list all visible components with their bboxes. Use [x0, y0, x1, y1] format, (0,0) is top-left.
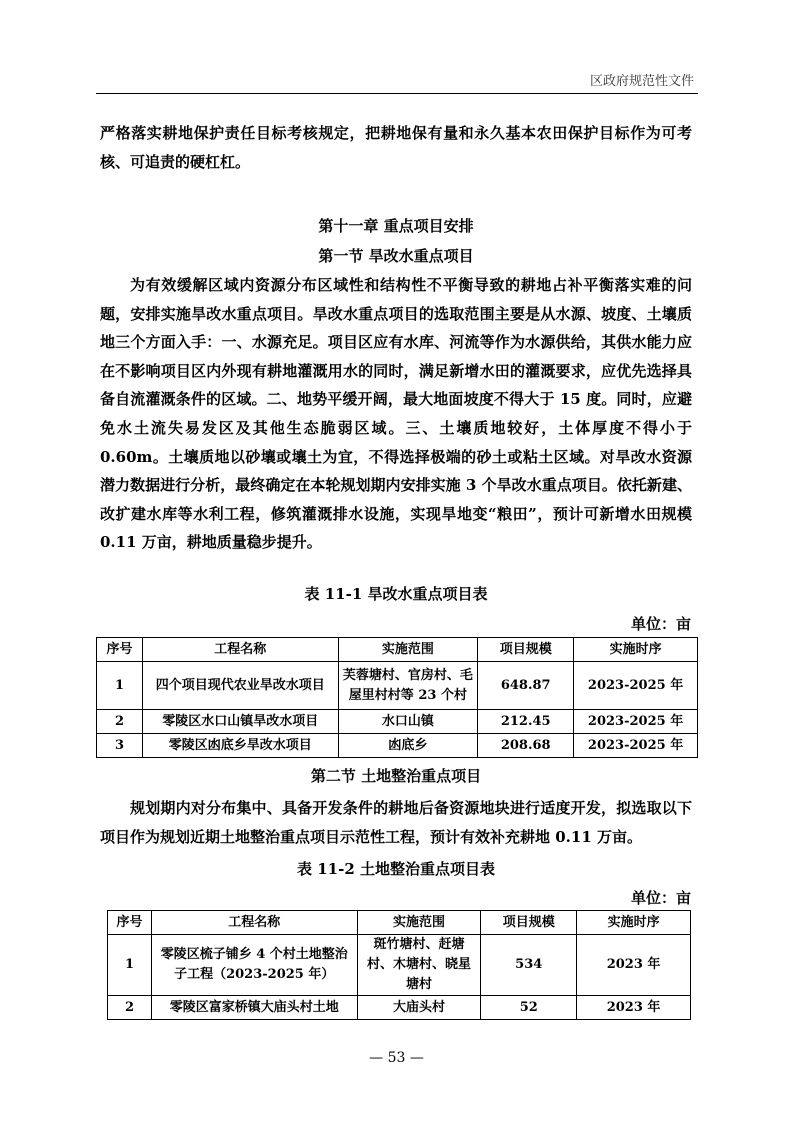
- table-11-1: [96, 637, 698, 758]
- cell-no: 2: [97, 710, 143, 734]
- section2-title: 第二节 土地整治重点项目: [310, 767, 482, 785]
- header-scope: 实施范围: [338, 638, 478, 662]
- cell-period: 2023-2025 年: [574, 662, 698, 710]
- page-header: [96, 68, 698, 94]
- table-header-row: [97, 638, 698, 662]
- table-header-row: [108, 911, 691, 935]
- header-text: 区政府规范性文件: [589, 74, 694, 89]
- section2-paragraph: 规划期内对分布集中、具备开发条件的耕地后备资源地块进行适度开发，拟选取以下项目作为规划近期土地整治重点项目示范性工程，预计有效补充耕地 0.11 万亩。: [100, 799, 692, 846]
- cell-no: 1: [97, 662, 143, 710]
- table1-title: 表 11-1 旱改水重点项目表: [304, 585, 488, 603]
- header-scale: 项目规模: [481, 911, 577, 935]
- cell-scale: 208.68: [478, 734, 574, 758]
- cell-scale: 52: [481, 996, 577, 1020]
- cell-scope: 水口山镇: [338, 710, 478, 734]
- header-scale: 项目规模: [478, 638, 574, 662]
- header-name: 工程名称: [151, 911, 357, 935]
- table-row: [108, 935, 691, 996]
- section1-title: 第一节 旱改水重点项目: [318, 247, 474, 265]
- cell-name: 零陵区水口山镇旱改水项目: [142, 710, 338, 734]
- header-period: 实施时序: [577, 911, 691, 935]
- table-row: [108, 996, 691, 1020]
- cell-no: 2: [108, 996, 152, 1020]
- cell-scope: 斑竹塘村、赶塘村、木塘村、晓星塘村: [357, 935, 481, 996]
- header-name: 工程名称: [142, 638, 338, 662]
- table-row: [97, 734, 698, 758]
- cell-scope: 大庙头村: [357, 996, 481, 1020]
- table1-unit: 单位：亩: [630, 615, 691, 633]
- cell-scale: 648.87: [478, 662, 574, 710]
- cell-scope: 芙蓉塘村、官房村、毛屋里村村等 23 个村: [338, 662, 478, 710]
- header-no: 序号: [97, 638, 143, 662]
- table-11-2: [107, 910, 691, 1020]
- cell-no: 1: [108, 935, 152, 996]
- cell-scope: 凼底乡: [338, 734, 478, 758]
- cell-period: 2023 年: [577, 996, 691, 1020]
- cell-no: 3: [97, 734, 143, 758]
- chapter-title: 第十一章 重点项目安排: [318, 217, 474, 235]
- section1-paragraph: 为有效缓解区域内资源分布区域性和结构性不平衡导致的耕地占补平衡落实难的问题，安排实施旱改水重点项目。旱改水重点项目的选取范围主要是从水源、坡度、土壤质地三个方面入手：一、水源充足。项目区应有水库、河流等作为水源供给，其供水能力应在不影响项目区内外现有耕地灌溉用水的同时，满足新增水田的灌溉要求，应优先选择具备自流灌溉条件的区域。二、地势平缓开阔，最大地面坡度不得大于 15 度。同时，应避免水土流失易发区及其他生态脆弱区域。三、土壤质地较好，土体厚度不得小于 0.60m。土壤质地以砂壤或壤土为宜，不得选择极端的砂土或粘土区域。对旱改水资源潜力数据进行分析，最终确定在本轮规划期内安排实施 3 个旱改水重点项目。依托新建、改扩建水库等水利工程，修筑灌溉排水设施，实现旱地变“粮田”，预计可新增水田规模 0.11 万亩，耕地质量稳步提升。: [100, 276, 692, 552]
- header-scope: 实施范围: [357, 911, 481, 935]
- cell-period: 2023-2025 年: [574, 734, 698, 758]
- header-no: 序号: [108, 911, 152, 935]
- intro-paragraph: 严格落实耕地保护责任目标考核规定，把耕地保有量和永久基本农田保护目标作为可考核、可追责的硬杠杠。: [100, 124, 692, 171]
- cell-name: 四个项目现代农业旱改水项目: [142, 662, 338, 710]
- cell-period: 2023-2025 年: [574, 710, 698, 734]
- header-period: 实施时序: [574, 638, 698, 662]
- table-row: [97, 662, 698, 710]
- page-number: — 53 —: [369, 1050, 424, 1066]
- cell-name: 零陵区梳子铺乡 4 个村土地整治子工程（2023-2025 年）: [151, 935, 357, 996]
- cell-period: 2023 年: [577, 935, 691, 996]
- table2-title: 表 11-2 土地整治重点项目表: [297, 860, 495, 878]
- cell-scale: 212.45: [478, 710, 574, 734]
- cell-scale: 534: [481, 935, 577, 996]
- cell-name: 零陵区富家桥镇大庙头村土地: [151, 996, 357, 1020]
- table2-unit: 单位：亩: [630, 889, 691, 907]
- cell-name: 零陵区凼底乡旱改水项目: [142, 734, 338, 758]
- table-row: [97, 710, 698, 734]
